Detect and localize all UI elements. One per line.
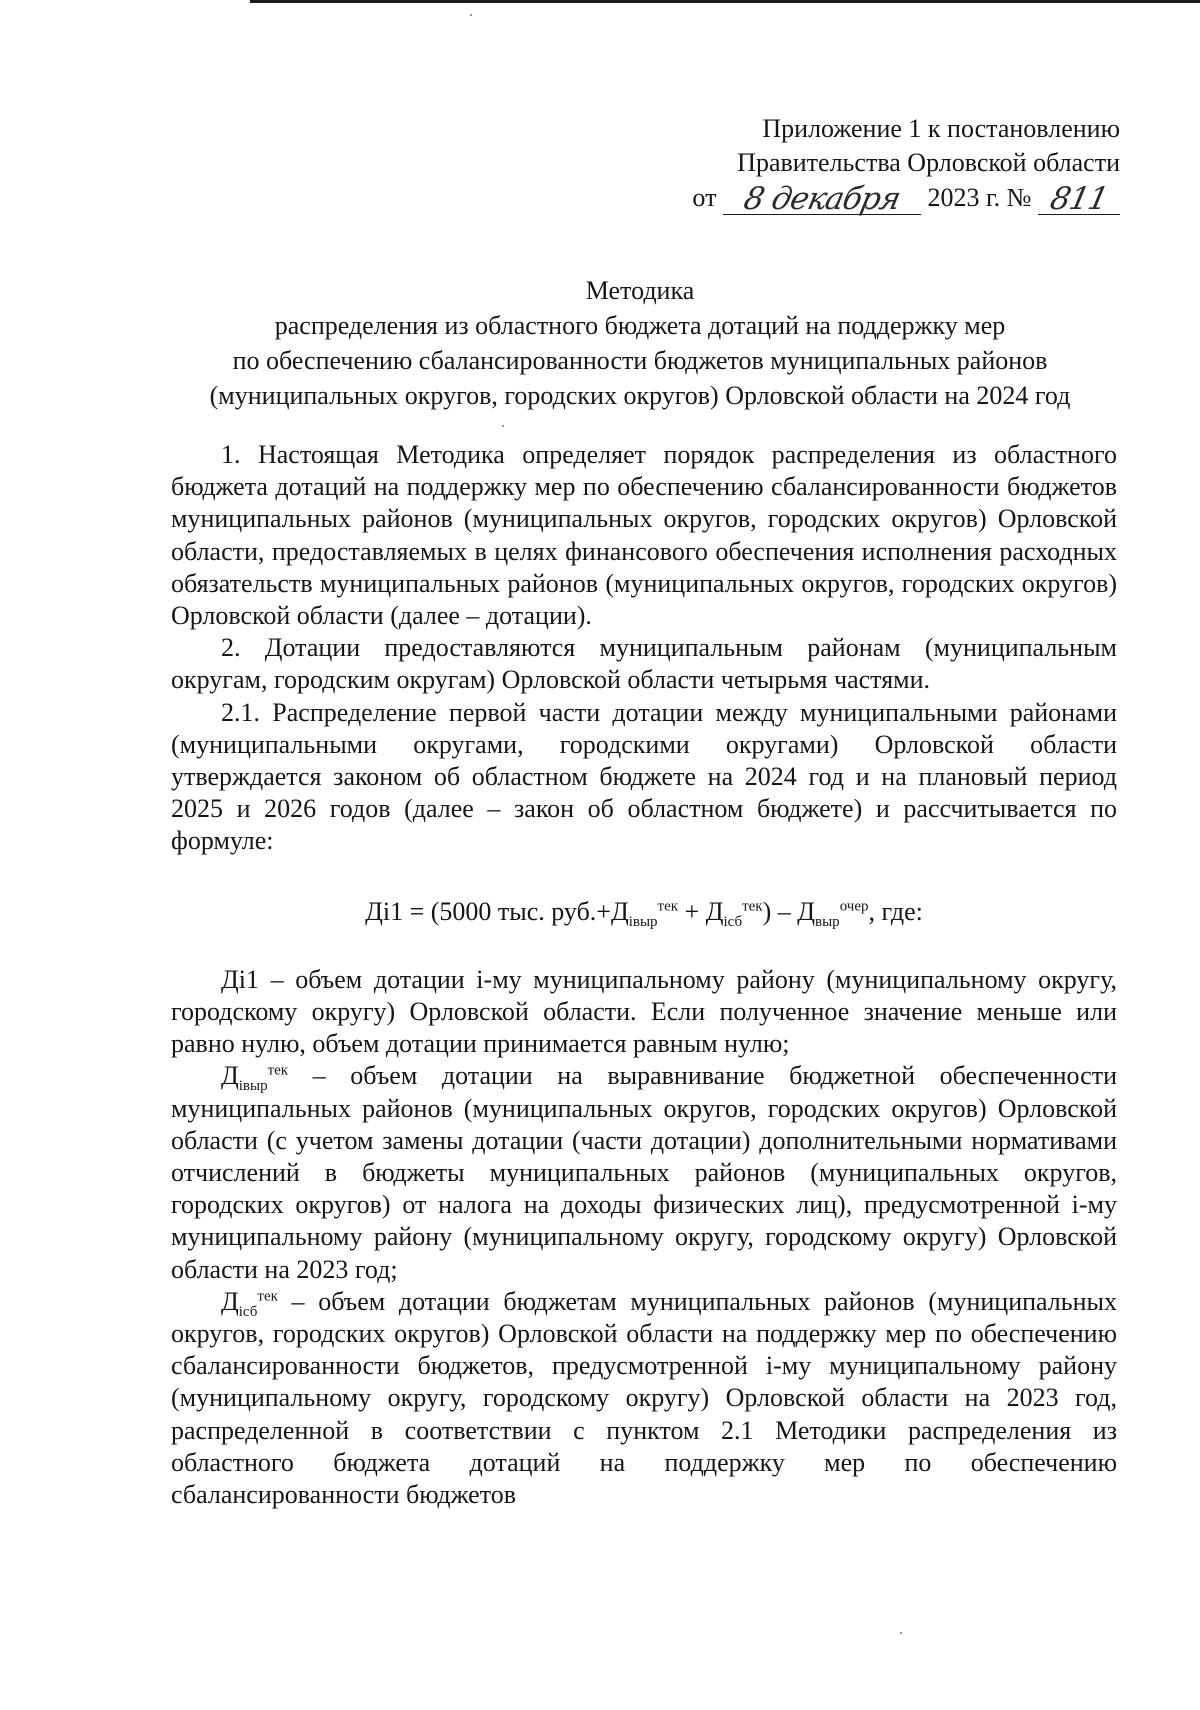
scan-speck	[502, 425, 504, 427]
header-line-1: Приложение 1 к постановлению	[762, 114, 1120, 143]
scan-speck	[470, 14, 472, 16]
definition-disb-symbol: Д	[221, 1286, 239, 1316]
definition-divyr-sub: iвыр	[238, 1078, 268, 1095]
definition-disb	[171, 1286, 1117, 1511]
definition-disb-sub: iсб	[238, 1304, 258, 1321]
definition-disb-sup: тек	[257, 1288, 278, 1305]
header-line-3	[650, 180, 1120, 215]
paragraph-2: 2. Дотации предоставляются муниципальным районам (муниципальным округам, городским округам) Орловской области четырьмя частями.	[171, 633, 1117, 695]
formula-sup-3: очер	[839, 897, 869, 914]
definition-divyr	[171, 1060, 1117, 1285]
paragraph-1: 1. Настоящая Методика определяет порядок распределения из областного бюджета дотаций на поддержку мер по обеспечению сбалансированности бюджетов муниципальных районов (муниципальных округов, городских округов) Орловской области, предоставляемых в целях финансового обеспечения исполнения расходных обязательств муниципальных районов (муниципальных округов, городских округов) Орловской области (далее – дотации).	[171, 440, 1117, 631]
definition-disb-text: – объем дотации бюджетам муниципальных районов (муниципальных округов, городских округов) Орловской области на поддержку мер по обеспечению сбалансированности бюджетов, предусмотренной i-му муниципальному району (муниципальному округу, городскому округу) Орловской области на 2023 год, распределенной в соответствии с пунктом 2.1 Методики распределения из областного бюджета дотаций на поддержку мер по обеспечению сбалансированности бюджетов	[171, 1286, 1117, 1510]
formula-plus: + Д	[678, 896, 724, 926]
formula-sub-3: выр	[815, 913, 840, 930]
definition-divyr-text: – объем дотации на выравнивание бюджетной обеспеченности муниципальных районов (муниципальных округов, городских округов) Орловской области (с учетом замены дотации (части дотации) дополнительными нормативами отчислений в бюджеты муниципальных районов (муниципальных округов, городских округов) от налога на доходы физических лиц), предусмотренной i-му муниципальному району (муниципальному округу, городскому округу) Орловской области на 2023 год;	[171, 1061, 1117, 1284]
year-and-number-label: 2023 г. №	[927, 183, 1032, 212]
definition-di1: Дi1 – объем дотации i-му муниципальному району (муниципальному округу, городскому округу) Орловской области. Если полученное значение меньше или равно нулю, объем дотации принимается равным нулю;	[171, 964, 1117, 1059]
formula-sup-1: тек	[657, 897, 679, 914]
formula-sub-1: iвыр	[628, 913, 658, 930]
definition-divyr-symbol: Д	[221, 1061, 239, 1091]
formula-minus: ) – Д	[762, 896, 816, 926]
header-line-2: Правительства Орловской области	[737, 148, 1120, 177]
number-field	[1038, 180, 1120, 215]
formula	[171, 896, 1117, 928]
document-title	[150, 273, 1130, 413]
title-line-3: по обеспечению сбалансированности бюджетов муниципальных районов	[232, 346, 1048, 375]
date-prefix: от	[692, 183, 717, 212]
title-line-2: распределения из областного бюджета дотаций на поддержку мер	[274, 311, 1006, 340]
date-field	[723, 180, 921, 215]
formula-lhs: Дi1 = (5000 тыс. руб.+Д	[365, 896, 629, 926]
formula-sup-2: тек	[742, 897, 763, 914]
paragraph-2-1: 2.1. Распределение первой части дотации между муниципальными районами (муниципальными округами, городскими округами) Орловской области утверждается законом об областном бюджете на 2024 год и на плановый период 2025 и 2026 годов (далее – закон об областном бюджете) и рассчитывается по формуле:	[171, 697, 1117, 856]
top-scan-edge-line	[250, 0, 1200, 3]
title-line-4: (муниципальных округов, городских округов) Орловской области на 2024 год	[209, 381, 1071, 410]
handwritten-number: 811	[1047, 181, 1111, 217]
title-line-1: Методика	[585, 276, 695, 305]
handwritten-date: 8 декабря	[740, 181, 904, 217]
formula-sub-2: iсб	[723, 913, 743, 930]
formula-tail: , где:	[868, 896, 923, 926]
definition-divyr-sup: тек	[267, 1062, 289, 1079]
document-body	[171, 439, 1117, 1511]
scan-speck	[900, 1632, 902, 1634]
appendix-header	[650, 112, 1120, 215]
